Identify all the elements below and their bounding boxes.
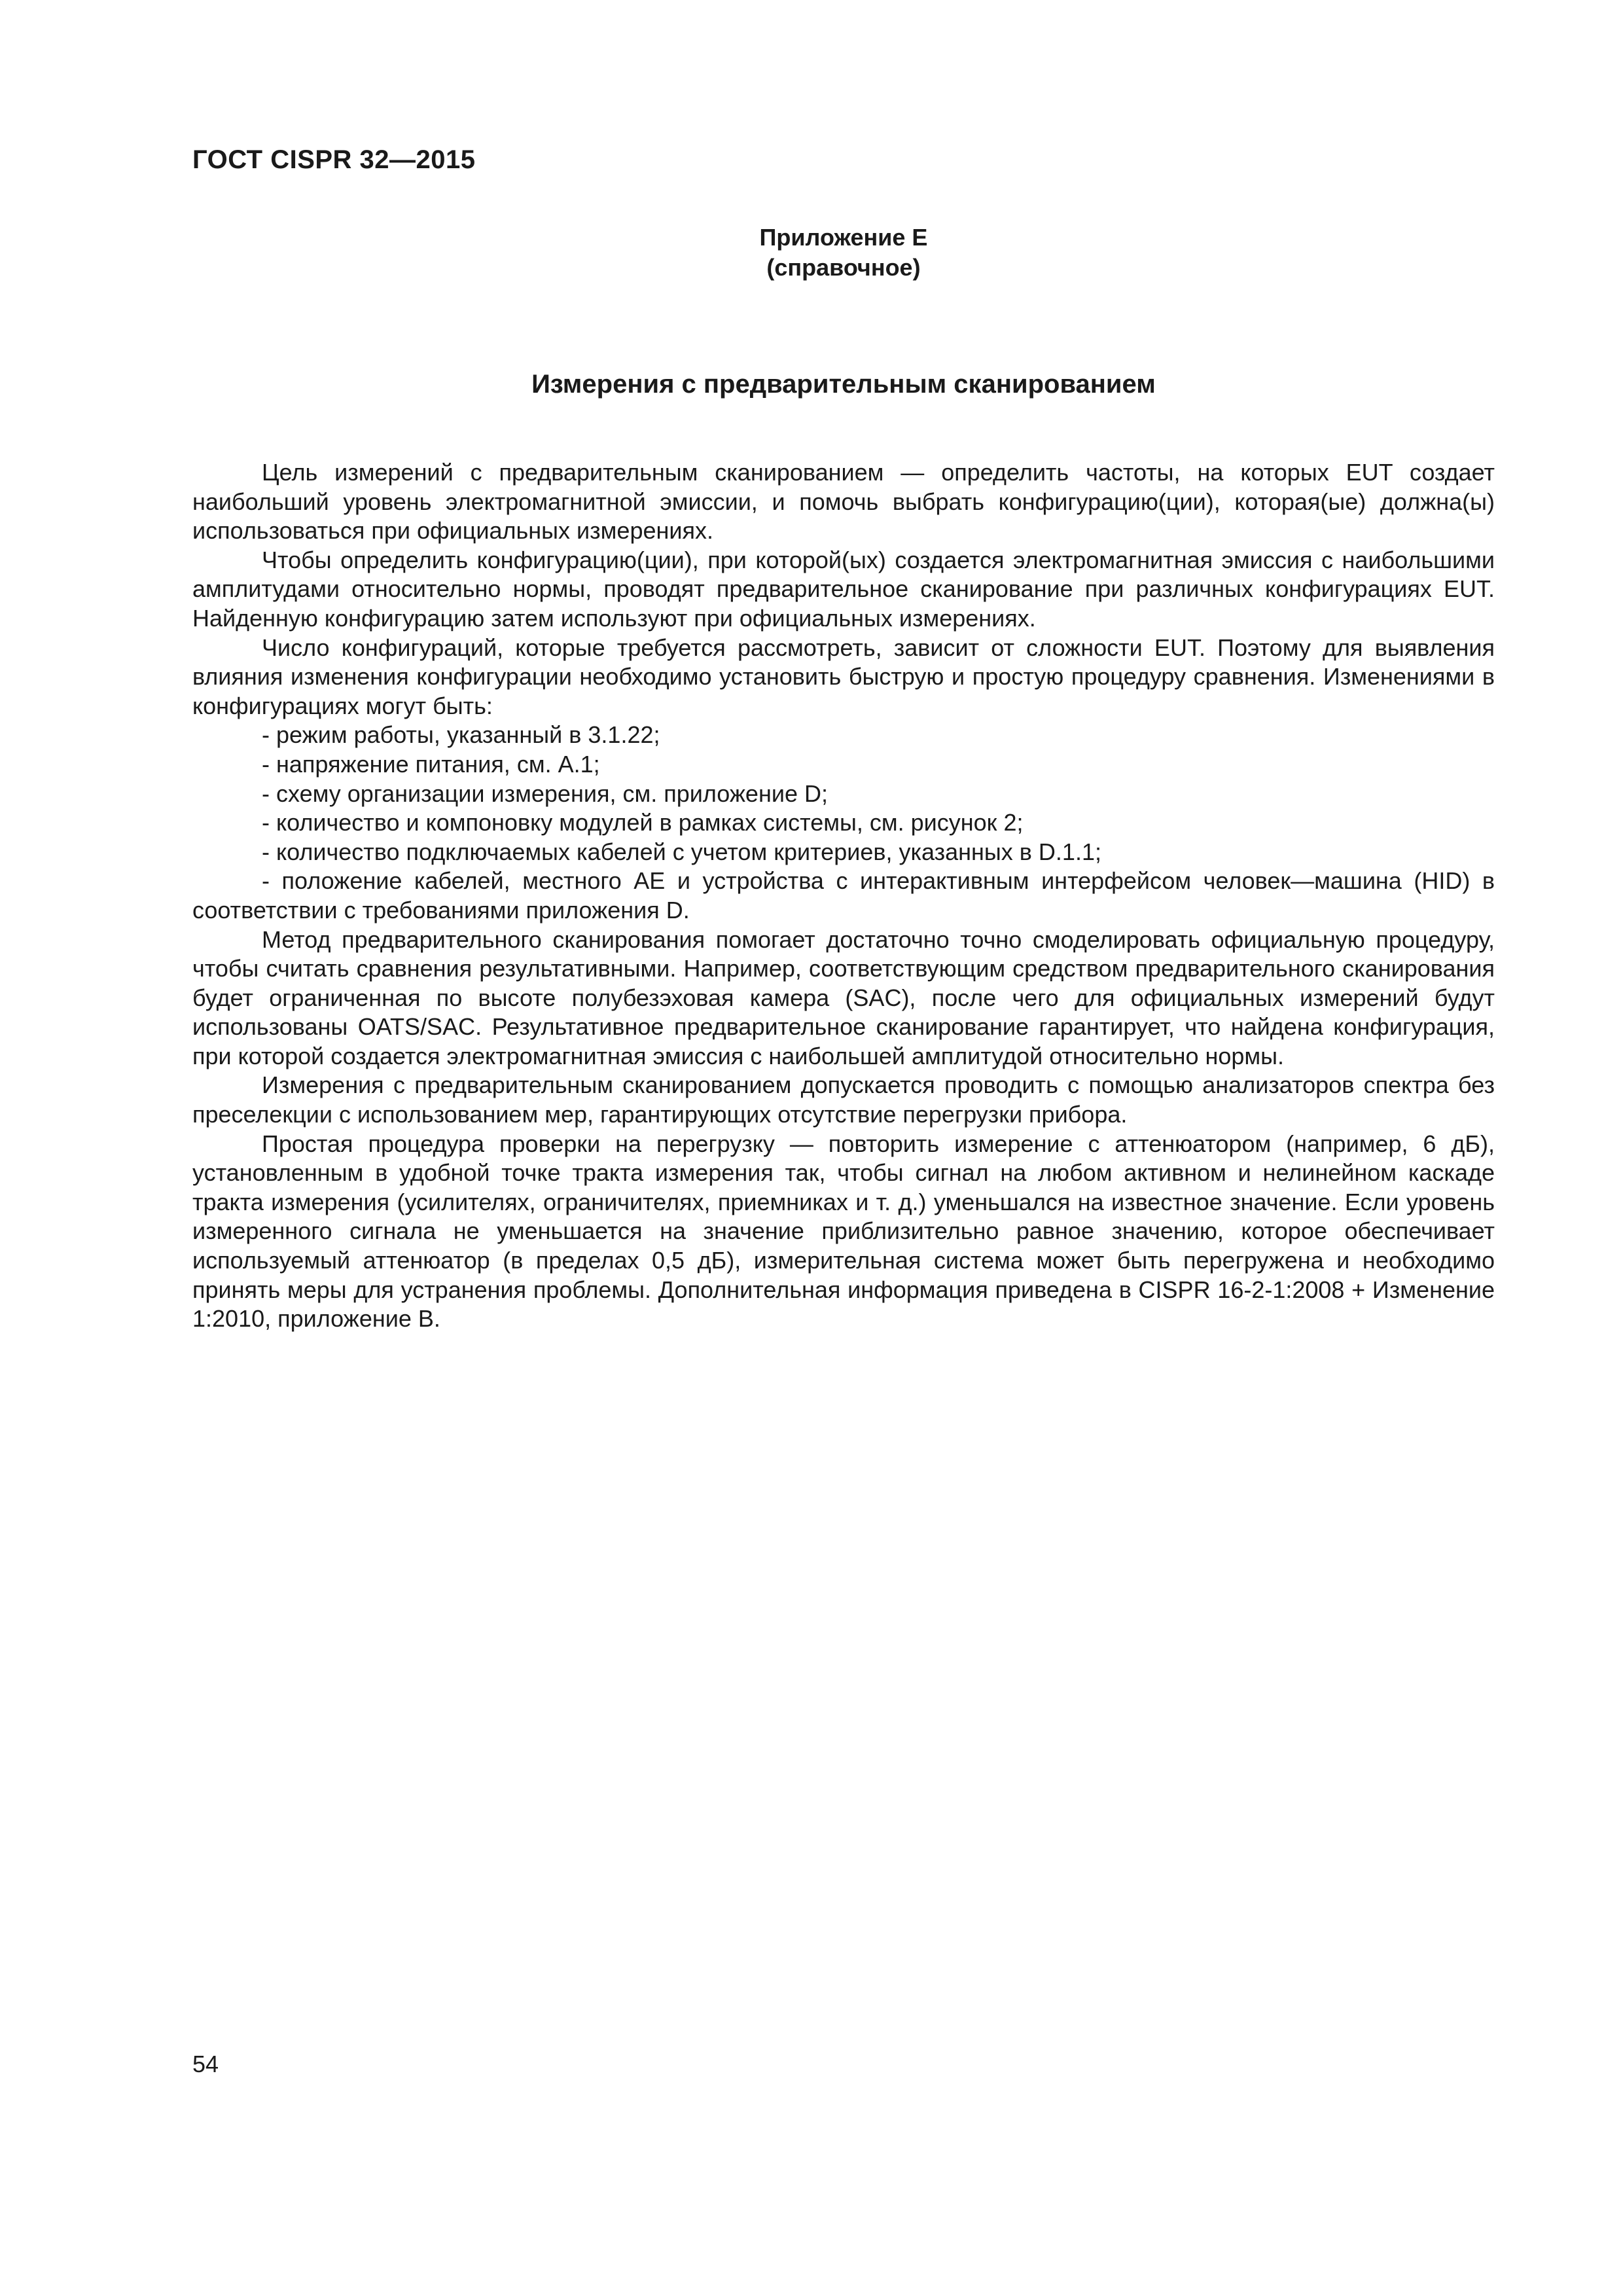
section-title: Измерения с предварительным сканированием bbox=[531, 370, 1156, 399]
list-item: - положение кабелей, местного АЕ и устройства с интерактивным интерфейсом человек—машина (HID) в соответствии с требованиями приложения D. bbox=[192, 867, 1495, 924]
document-header: ГОСТ CISPR 32—2015 bbox=[192, 145, 476, 174]
appendix-heading bbox=[192, 223, 1495, 283]
list-item: - количество и компоновку модулей в рамках системы, см. рисунок 2; bbox=[262, 809, 1024, 836]
list-item: - режим работы, указанный в 3.1.22; bbox=[262, 721, 660, 749]
list-item: - схему организации измерения, см. приложение D; bbox=[262, 780, 828, 807]
paragraph: Цель измерений с предварительным сканированием — определить частоты, на которых EUT создает наибольший уровень электромагнитной эмиссии, и помочь выбрать конфигурацию(ции), которая(ые) должна(ы) использоваться при официальных измерениях. bbox=[192, 459, 1495, 545]
paragraph: Простая процедура проверки на перегрузку — повторить измерение с аттенюатором (например, 6 дБ), установленным в удобной точке тракта измерения так, чтобы сигнал на любом активном и нелинейном каскаде тракта измерения (усилителях, ограничителях, приемниках и т. д.) уменьшался на известное значение. Если уровень измеренного сигнала не уменьшается на значение приблизительно равное значению, которое обеспечивает используемый аттенюатор (в пределах 0,5 дБ), измерительная система может быть перегружена и необходимо принять меры для устранения проблемы. Дополнительная информация приведена в CISPR 16-2-1:2008 + Изменение 1:2010, приложение В. bbox=[192, 1130, 1495, 1333]
body-text bbox=[192, 458, 1495, 1334]
paragraph: Чтобы определить конфигурацию(ции), при которой(ых) создается электромагнитная эмиссия с наибольшими амплитудами относительно нормы, проводят предварительное сканирование при различных конфигурациях EUT. Найденную конфигурацию затем используют при официальных измерениях. bbox=[192, 546, 1495, 632]
paragraph: Число конфигураций, которые требуется рассмотреть, зависит от сложности EUT. Поэтому для выявления влияния изменения конфигурации необходимо установить быструю и простую процедуру сравнения. Изменениями в конфигурациях могут быть: bbox=[192, 634, 1495, 719]
list-item: - количество подключаемых кабелей с учетом критериев, указанных в D.1.1; bbox=[262, 838, 1101, 865]
appendix-type: (справочное) bbox=[766, 254, 921, 281]
appendix-label: Приложение Е bbox=[759, 224, 928, 251]
paragraph: Измерения с предварительным сканированием допускается проводить с помощью анализаторов спектра без преселекции с использованием мер, гарантирующих отсутствие перегрузки прибора. bbox=[192, 1071, 1495, 1128]
paragraph: Метод предварительного сканирования помогает достаточно точно смоделировать официальную процедуру, чтобы считать сравнения результативными. Например, соответствующим средством предварительного сканирования будет ограниченная по высоте полубезэховая камера (SAC), после чего для официальных измерений будут использованы OATS/SAC. Результативное предварительное сканирование гарантирует, что найдена конфигурация, при которой создается электромагнитная эмиссия с наибольшей амплитудой относительно нормы. bbox=[192, 925, 1495, 1069]
list-item: - напряжение питания, см. А.1; bbox=[262, 750, 600, 778]
page-number: 54 bbox=[192, 2051, 219, 2077]
